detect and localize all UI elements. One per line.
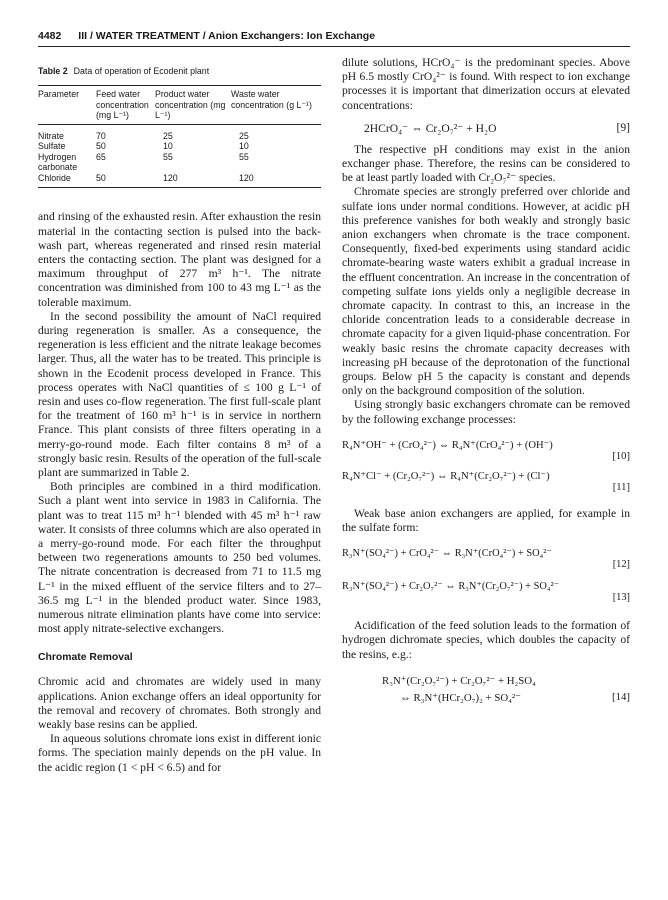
equation-text: R₃N⁺(SO₄²⁻) + CrO₄²⁻ ⇔ R₃N⁺(CrO₄²⁻) + SO₄²⁻ [342, 548, 552, 560]
table-header-cell: Product water concentration (mg L⁻¹) [155, 86, 231, 125]
paragraph: Weak base anion exchangers are applied, for example in the sulfate form: [342, 506, 630, 535]
paragraph: Chromic acid and chromates are widely used in many applications. Anion exchange offers an ideal opportunity for the removal and recovery of chromates. Both strongly and weakly base resins can be applied. [38, 675, 321, 732]
equation-9 [342, 121, 630, 135]
table-cell: 120 [231, 173, 321, 188]
right-column [342, 56, 630, 704]
equation-11 [342, 470, 630, 493]
equation-10 [342, 439, 630, 462]
table-cell: 25 [239, 130, 249, 141]
table-cell: 10 [163, 141, 173, 152]
table-row [38, 141, 321, 152]
table-row [38, 152, 321, 173]
paragraph: In the second possibility the amount of NaCl required during regeneration is smaller. As a consequence, the regeneration is less efficient and the nitrate leakage becomes larger. Thus, all the water has to be treated. This principle is shown in the Ecodenit process developed in France. This process operates with NaCl quantities of ≤ 100 g L⁻¹ of resin and uses co-flow regeneration. The first full-scale plant for the treatment of 160 m³ h⁻¹ is in service in northern France. This plant consists of three filters operating in a merry-go-round mode. Each filter contains 8 m³ of a strongly basic resin. Results of the operation of the full-scale plant are summarized in Table 2. [38, 309, 321, 480]
table-header-cell: Waste water concentration (g L⁻¹) [231, 86, 321, 125]
table-cell: Nitrate [38, 130, 64, 141]
equation-number: [9] [616, 120, 630, 134]
equation-text: R₄N⁺Cl⁻ + (Cr₂O₇²⁻) ⇔ R₄N⁺(Cr₂O₇²⁻) + (Cl⁻) [342, 470, 550, 482]
equation-number: [13] [612, 592, 630, 604]
equation-number: [10] [612, 450, 630, 462]
table-cell: 55 [239, 151, 249, 162]
table-cell: 120 [155, 173, 231, 188]
equation-text: R₃N⁺(Cr₂O₇²⁻) + Cr₂O₇²⁻ + H₂SO₄ [382, 674, 536, 687]
paragraph: Both principles are combined in a third modification. Such a plant went into service in 1983 in California. The plant was to treat 115 m³ h⁻¹ blended with 45 m³ h⁻¹ raw water. It consists of three columns which are also operated in a merry-go-round mode. For each filter the throughput between two regenerations amounts to 250 bed volumes. The nitrate concentration is decreased from 71 to 11.5 mg L⁻¹ in the mixed effluent of the service filters and to 27–36.5 mg L⁻¹ in the blended product water. Since 1983, numerous nitrate elimination plants have come into service: most apply nitrate-selective exchangers. [38, 480, 321, 636]
paragraph: The respective pH conditions may exist in the anion exchanger phase. Therefore, the resins can be considered to be at least partly loaded with Cr₂O₇²⁻ species. [342, 142, 630, 185]
table-cell: 70 [96, 130, 106, 141]
equation-number: [11] [612, 481, 630, 493]
table-row [38, 124, 321, 141]
table-cell: 50 [96, 173, 155, 188]
paragraph: dilute solutions, HCrO₄⁻ is the predominant species. Above pH 6.5 mostly CrO₄²⁻ is found. With respect to ion exchange processes it is important that dimerization occurs at elevated concentrations: [342, 56, 630, 112]
paragraph: Acidification of the feed solution leads to the formation of hydrogen dichromate species, which doubles the capacity of the resins, e.g.: [342, 619, 630, 661]
equation-number: [12] [612, 559, 630, 571]
table-cell: 55 [163, 151, 173, 162]
paragraph: and rinsing of the exhausted resin. After exhaustion the resin material in the contacting section is pulsed into the back-wash part, whereas regenerated and rinsed resin material enters the contacting section. The plant was designed for a maximum throughput of 277 m³ h⁻¹. The nitrate concentration was diminished from 100 to 43 mg L⁻¹ as the tolerable maximum. [38, 210, 321, 309]
running-header [38, 30, 630, 42]
table-cell: 50 [96, 141, 106, 152]
table-caption [38, 66, 321, 76]
page-number: 4482 [38, 30, 62, 42]
table-header-cell: Feed water concentration (mg L⁻¹) [96, 86, 155, 125]
table-label: Table 2 [38, 66, 68, 76]
table-header-cell: Parameter [38, 86, 96, 125]
header-rule [38, 46, 630, 47]
table-cell: Sulfate [38, 141, 66, 152]
equation-number: [14] [612, 690, 630, 703]
paragraph: In aqueous solutions chromate ions exist in different ionic forms. The speciation mainly depends on the pH value. In the acidic region (1 < pH < 6.5) and for [38, 732, 321, 774]
table-caption-text: Data of operation of Ecodenit plant [73, 66, 210, 76]
header-section: III / WATER TREATMENT [78, 30, 200, 42]
table-cell: 65 [96, 151, 106, 162]
paragraph: Using strongly basic exchangers chromate can be removed by the following exchange processes: [342, 398, 630, 426]
table-cell: 25 [163, 130, 173, 141]
left-column [38, 56, 321, 775]
table-cell: Chloride [38, 173, 96, 188]
equation-12 [342, 547, 630, 570]
table-cell: 10 [239, 141, 249, 152]
header-title: / Anion Exchangers: Ion Exchange [202, 30, 376, 42]
paragraph: Chromate species are strongly preferred over chloride and sulfate ions under normal conditions. However, at acidic pH this preference vanishes for both weakly and strongly basic anion exchangers when chromate is the trace component. Consequently, fixed-bed experiments using standard acidic chromate-bearing waste waters exhibit a gradual increase in the effluent concentration. An increase in the concentration of competing sulfate ions yields only a negligible decrease in chromate capacity. In contrast to this, an increase in the chloride concentration leads to a considerable decrease in chromate capacity for a given liquid-phase concentration. For weakly basic resins the chromate capacity decreases with increasing pH because of the deprotonation of the functional groups. Below pH 5 the capacity is constant and depends only on the background composition of the solution. [342, 185, 630, 398]
equation-text: R₄N⁺OH⁻ + (CrO₄²⁻) ⇔ R₄N⁺(CrO₄²⁻) + (OH⁻) [342, 439, 553, 451]
section-heading: Chromate Removal [38, 652, 133, 664]
equation-14 [342, 674, 630, 704]
equation-text: 2HCrO₄⁻ ⇔ Cr₂O₇²⁻ + H₂O [364, 121, 497, 135]
equation-text: ⇔ R₃N⁺(HCr₂O₇)₂ + SO₄²⁻ [400, 691, 521, 704]
equation-text: R₃N⁺(SO₄²⁻) + Cr₂O₇²⁻ ⇔ R₃N⁺(Cr₂O₇²⁻) + SO₄²⁻ [342, 581, 560, 593]
table-cell: Hydrogen carbonate [38, 151, 78, 173]
table-row [38, 173, 321, 188]
data-table [38, 85, 321, 188]
equation-13 [342, 580, 630, 603]
